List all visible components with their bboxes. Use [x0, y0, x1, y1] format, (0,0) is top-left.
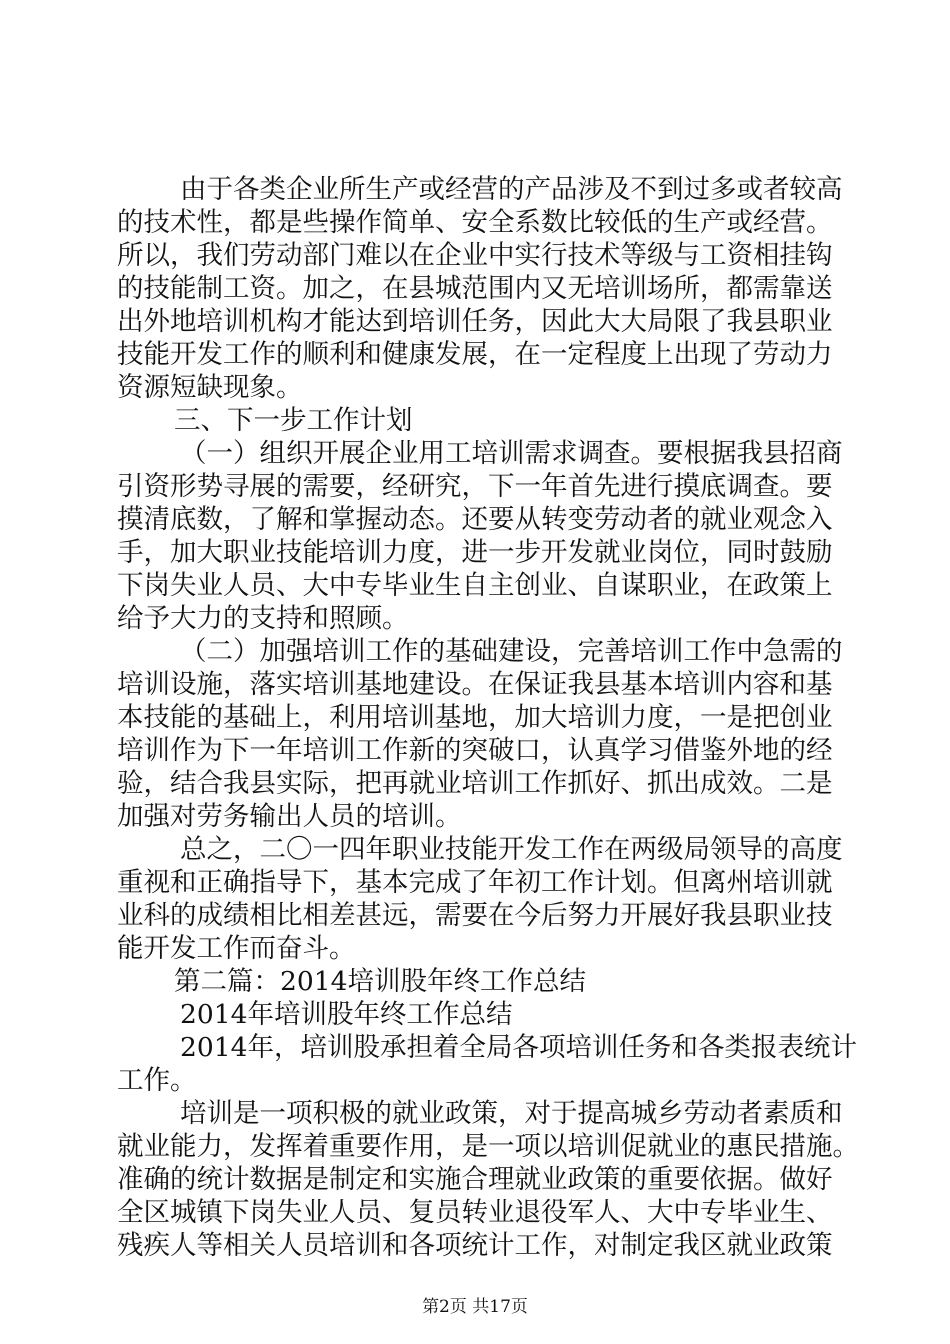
body-line-22: 重视和正确指导下，基本完成了年初工作计划。但离州培训就 [117, 867, 833, 898]
report-title: 2014年培训股年终工作总结 [180, 999, 513, 1030]
body-line-28: 工作。 [117, 1065, 197, 1096]
body-line-18: 培训作为下一年培训工作新的突破口，认真学习借鉴外地的经 [117, 735, 833, 766]
body-line-13: 下岗失业人员、大中专毕业生自主创业、自谋职业，在政策上 [117, 570, 833, 601]
body-line-11: 摸清底数，了解和掌握动态。还要从转变劳动者的就业观念入 [117, 504, 833, 535]
body-line-10: 引资形势寻展的需要，经研究，下一年首先进行摸底调查。要 [117, 471, 833, 502]
body-line-15: （二）加强培训工作的基础建设，完善培训工作中急需的 [180, 636, 843, 667]
body-line-6: 技能开发工作的顺利和健康发展，在一定程度上出现了劳动力 [117, 339, 833, 370]
body-line-17: 本技能的基础上，利用培训基地，加大培训力度，一是把创业 [117, 702, 833, 733]
body-line-16: 培训设施，落实培训基地建设。在保证我县基本培训内容和基 [117, 669, 833, 700]
chapter-title: 第二篇：2014培训股年终工作总结 [174, 966, 586, 997]
body-line-14: 给予大力的支持和照顾。 [117, 603, 409, 634]
body-line-24: 能开发工作而奋斗。 [117, 933, 356, 964]
body-line-20: 加强对劳务输出人员的培训。 [117, 801, 462, 832]
body-line-30: 就业能力，发挥着重要作用，是一项以培训促就业的惠民措施。 [117, 1131, 859, 1162]
body-line-7: 资源短缺现象。 [117, 372, 303, 403]
body-line-29: 培训是一项积极的就业政策，对于提高城乡劳动者素质和 [180, 1098, 843, 1129]
section-heading: 三、下一步工作计划 [174, 405, 413, 436]
body-line-31: 准确的统计数据是制定和实施合理就业政策的重要依据。做好 [117, 1164, 833, 1195]
body-line-27: 2014年，培训股承担着全局各项培训任务和各类报表统计 [180, 1032, 857, 1063]
body-line-23: 业科的成绩相比相差甚远，需要在今后努力开展好我县职业技 [117, 900, 833, 931]
body-line-32: 全区城镇下岗失业人员、复员转业退役军人、大中专毕业生、 [117, 1197, 833, 1228]
body-line-33: 残疾人等相关人员培训和各项统计工作，对制定我区就业政策 [117, 1230, 833, 1261]
body-line-5: 出外地培训机构才能达到培训任务，因此大大局限了我县职业 [117, 306, 833, 337]
page-number-footer: 第2页 共17页 [422, 1297, 528, 1317]
body-line-3: 所以，我们劳动部门难以在企业中实行技术等级与工资相挂钩 [117, 240, 833, 271]
body-line-21: 总之，二〇一四年职业技能开发工作在两级局领导的高度 [180, 834, 843, 865]
body-line-9: （一）组织开展企业用工培训需求调查。要根据我县招商 [180, 438, 843, 469]
body-line-12: 手，加大职业技能培训力度，进一步开发就业岗位，同时鼓励 [117, 537, 833, 568]
body-line-4: 的技能制工资。加之，在县城范围内又无培训场所，都需靠送 [117, 273, 833, 304]
body-line-2: 的技术性，都是些操作简单、安全系数比较低的生产或经营。 [117, 207, 833, 238]
body-line-1: 由于各类企业所生产或经营的产品涉及不到过多或者较高 [180, 174, 843, 205]
body-line-19: 验，结合我县实际，把再就业培训工作抓好、抓出成效。二是 [117, 768, 833, 799]
